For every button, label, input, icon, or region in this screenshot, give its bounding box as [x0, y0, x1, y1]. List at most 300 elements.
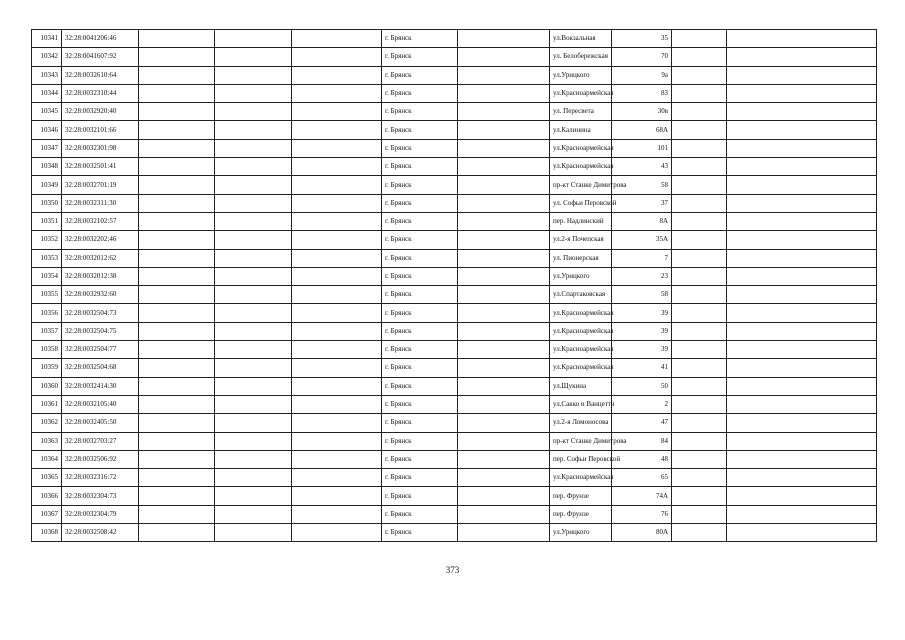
cell-empty	[139, 524, 215, 542]
cell-empty	[139, 48, 215, 66]
table-row	[32, 121, 877, 139]
cell-empty	[139, 212, 215, 230]
cell-house-number: 101	[612, 139, 672, 157]
cell-street: ул.Красноармейская	[550, 304, 612, 322]
registry-table	[31, 29, 877, 542]
cell-street: ул.Урицкого	[550, 66, 612, 84]
cell-street: ул.Красноармейская	[550, 359, 612, 377]
cell-empty	[458, 48, 550, 66]
cell-empty	[672, 139, 727, 157]
cell-row-number: 10361	[32, 395, 62, 413]
cell-city: г. Брянск	[382, 377, 458, 395]
cell-empty	[139, 322, 215, 340]
cell-street: ул.2-я Почепская	[550, 231, 612, 249]
cell-empty	[458, 395, 550, 413]
cell-cadastral-number: 32:28:0032932:60	[62, 286, 139, 304]
cell-house-number: 58	[612, 286, 672, 304]
cell-empty	[292, 103, 382, 121]
cell-empty	[292, 359, 382, 377]
cell-empty	[292, 194, 382, 212]
table-row	[32, 212, 877, 230]
cell-row-number: 10349	[32, 176, 62, 194]
cell-empty	[727, 121, 877, 139]
cell-house-number: 84	[612, 432, 672, 450]
cell-empty	[215, 158, 292, 176]
cell-empty	[727, 505, 877, 523]
cell-empty	[215, 139, 292, 157]
cell-row-number: 10350	[32, 194, 62, 212]
cell-empty	[292, 139, 382, 157]
cell-empty	[727, 487, 877, 505]
table-row	[32, 322, 877, 340]
table-row	[32, 469, 877, 487]
cell-row-number: 10364	[32, 450, 62, 468]
cell-cadastral-number: 32:28:0032316:72	[62, 469, 139, 487]
cell-street: ул.2-я Ломоносова	[550, 414, 612, 432]
cell-house-number: 39	[612, 341, 672, 359]
cell-city: г. Брянск	[382, 139, 458, 157]
cell-city: г. Брянск	[382, 450, 458, 468]
cell-empty	[727, 194, 877, 212]
cell-empty	[139, 505, 215, 523]
cell-empty	[672, 103, 727, 121]
cell-empty	[139, 176, 215, 194]
table-row	[32, 158, 877, 176]
cell-empty	[139, 121, 215, 139]
cell-empty	[215, 30, 292, 48]
cell-empty	[215, 48, 292, 66]
cell-empty	[727, 469, 877, 487]
cell-city: г. Брянск	[382, 432, 458, 450]
cell-empty	[292, 432, 382, 450]
cell-empty	[458, 66, 550, 84]
cell-empty	[672, 121, 727, 139]
cell-street: ул. Пересвета	[550, 103, 612, 121]
cell-empty	[215, 121, 292, 139]
table-row	[32, 359, 877, 377]
cell-empty	[672, 341, 727, 359]
cell-empty	[727, 84, 877, 102]
cell-cadastral-number: 32:28:0032504:77	[62, 341, 139, 359]
cell-empty	[727, 66, 877, 84]
cell-empty	[727, 158, 877, 176]
cell-empty	[292, 524, 382, 542]
cell-row-number: 10352	[32, 231, 62, 249]
cell-empty	[727, 450, 877, 468]
cell-city: г. Брянск	[382, 30, 458, 48]
cell-empty	[292, 267, 382, 285]
cell-house-number: 65	[612, 469, 672, 487]
cell-empty	[292, 84, 382, 102]
cell-empty	[139, 30, 215, 48]
table-row	[32, 341, 877, 359]
cell-house-number: 8А	[612, 212, 672, 230]
cell-empty	[458, 487, 550, 505]
cell-row-number: 10347	[32, 139, 62, 157]
cell-row-number: 10363	[32, 432, 62, 450]
cell-empty	[458, 249, 550, 267]
cell-empty	[139, 286, 215, 304]
cell-empty	[458, 103, 550, 121]
table-row	[32, 414, 877, 432]
cell-cadastral-number: 32:28:0032105:40	[62, 395, 139, 413]
cell-empty	[672, 231, 727, 249]
cell-empty	[292, 469, 382, 487]
cell-empty	[139, 84, 215, 102]
cell-empty	[215, 341, 292, 359]
cell-house-number: 50	[612, 377, 672, 395]
cell-house-number: 76	[612, 505, 672, 523]
cell-cadastral-number: 32:28:0032414:30	[62, 377, 139, 395]
cell-city: г. Брянск	[382, 231, 458, 249]
cell-empty	[215, 66, 292, 84]
table-row	[32, 176, 877, 194]
table-row	[32, 30, 877, 48]
cell-row-number: 10368	[32, 524, 62, 542]
cell-row-number: 10346	[32, 121, 62, 139]
cell-empty	[727, 286, 877, 304]
cell-empty	[458, 30, 550, 48]
table-row	[32, 505, 877, 523]
cell-empty	[215, 487, 292, 505]
cell-empty	[458, 158, 550, 176]
cell-empty	[139, 341, 215, 359]
cell-empty	[672, 524, 727, 542]
cell-city: г. Брянск	[382, 414, 458, 432]
cell-cadastral-number: 32:28:0032102:57	[62, 212, 139, 230]
cell-city: г. Брянск	[382, 121, 458, 139]
cell-empty	[292, 66, 382, 84]
table-row	[32, 432, 877, 450]
cell-cadastral-number: 32:28:0032504:75	[62, 322, 139, 340]
cell-empty	[727, 322, 877, 340]
cell-row-number: 10367	[32, 505, 62, 523]
cell-street: пер. Фрунзе	[550, 487, 612, 505]
cell-street: ул. Белобережская	[550, 48, 612, 66]
cell-empty	[139, 231, 215, 249]
cell-empty	[458, 139, 550, 157]
cell-empty	[215, 505, 292, 523]
cell-city: г. Брянск	[382, 524, 458, 542]
cell-empty	[672, 48, 727, 66]
cell-house-number: 68А	[612, 121, 672, 139]
cell-empty	[292, 30, 382, 48]
cell-empty	[139, 267, 215, 285]
cell-empty	[292, 450, 382, 468]
cell-street: ул. Пионерская	[550, 249, 612, 267]
cell-city: г. Брянск	[382, 103, 458, 121]
cell-row-number: 10341	[32, 30, 62, 48]
cell-city: г. Брянск	[382, 158, 458, 176]
cell-empty	[458, 84, 550, 102]
cell-cadastral-number: 32:28:0032701:19	[62, 176, 139, 194]
cell-empty	[458, 341, 550, 359]
cell-street: ул.Щукина	[550, 377, 612, 395]
cell-empty	[727, 30, 877, 48]
cell-cadastral-number: 32:28:0032304:73	[62, 487, 139, 505]
cell-city: г. Брянск	[382, 505, 458, 523]
cell-empty	[458, 377, 550, 395]
cell-empty	[727, 524, 877, 542]
cell-row-number: 10345	[32, 103, 62, 121]
cell-empty	[139, 139, 215, 157]
cell-empty	[672, 84, 727, 102]
cell-street: ул.Красноармейская	[550, 158, 612, 176]
cell-empty	[215, 432, 292, 450]
cell-empty	[727, 103, 877, 121]
cell-empty	[458, 231, 550, 249]
table-row	[32, 194, 877, 212]
cell-house-number: 23	[612, 267, 672, 285]
cell-city: г. Брянск	[382, 66, 458, 84]
cell-row-number: 10365	[32, 469, 62, 487]
cell-empty	[672, 505, 727, 523]
cell-empty	[727, 231, 877, 249]
cell-street: ул.Красноармейская	[550, 139, 612, 157]
cell-empty	[727, 267, 877, 285]
cell-street: ул.Сакко и Ванцетти	[550, 395, 612, 413]
cell-street: ул. Софьи Перовской	[550, 194, 612, 212]
cell-house-number: 2	[612, 395, 672, 413]
cell-city: г. Брянск	[382, 395, 458, 413]
cell-city: г. Брянск	[382, 322, 458, 340]
cell-empty	[292, 377, 382, 395]
cell-house-number: 9а	[612, 66, 672, 84]
table-row	[32, 524, 877, 542]
cell-empty	[672, 487, 727, 505]
cell-empty	[727, 414, 877, 432]
cell-house-number: 47	[612, 414, 672, 432]
cell-street: ул.Красноармейская	[550, 341, 612, 359]
table-row	[32, 249, 877, 267]
cell-row-number: 10348	[32, 158, 62, 176]
cell-empty	[458, 322, 550, 340]
cell-empty	[458, 414, 550, 432]
cell-house-number: 41	[612, 359, 672, 377]
cell-row-number: 10355	[32, 286, 62, 304]
cell-cadastral-number: 32:28:0032304:79	[62, 505, 139, 523]
cell-row-number: 10356	[32, 304, 62, 322]
cell-empty	[215, 103, 292, 121]
cell-empty	[139, 158, 215, 176]
cell-cadastral-number: 32:28:0032101:66	[62, 121, 139, 139]
cell-empty	[215, 377, 292, 395]
cell-row-number: 10353	[32, 249, 62, 267]
cell-empty	[672, 267, 727, 285]
cell-empty	[215, 231, 292, 249]
table-row	[32, 395, 877, 413]
cell-street: пер. Надлинский	[550, 212, 612, 230]
cell-row-number: 10362	[32, 414, 62, 432]
cell-empty	[672, 359, 727, 377]
cell-empty	[672, 450, 727, 468]
cell-cadastral-number: 32:28:0032504:73	[62, 304, 139, 322]
cell-empty	[727, 176, 877, 194]
cell-city: г. Брянск	[382, 469, 458, 487]
cell-cadastral-number: 32:28:0032405:50	[62, 414, 139, 432]
cell-empty	[727, 341, 877, 359]
cell-empty	[292, 249, 382, 267]
cell-street: ул.Красноармейская	[550, 469, 612, 487]
cell-city: г. Брянск	[382, 212, 458, 230]
cell-street: ул.Калинина	[550, 121, 612, 139]
cell-empty	[292, 341, 382, 359]
cell-empty	[215, 176, 292, 194]
cell-empty	[139, 487, 215, 505]
cell-cadastral-number: 32:28:0032310:44	[62, 84, 139, 102]
cell-empty	[139, 450, 215, 468]
cell-empty	[292, 231, 382, 249]
table-row	[32, 377, 877, 395]
table-row	[32, 304, 877, 322]
cell-house-number: 7	[612, 249, 672, 267]
table-row	[32, 84, 877, 102]
cell-empty	[292, 121, 382, 139]
cell-empty	[672, 286, 727, 304]
cell-empty	[727, 48, 877, 66]
cell-row-number: 10366	[32, 487, 62, 505]
table-row	[32, 139, 877, 157]
table-row	[32, 48, 877, 66]
cell-empty	[215, 469, 292, 487]
cell-city: г. Брянск	[382, 359, 458, 377]
cell-empty	[292, 212, 382, 230]
cell-empty	[139, 377, 215, 395]
cell-empty	[458, 524, 550, 542]
cell-empty	[672, 377, 727, 395]
cell-cadastral-number: 32:28:0032501:41	[62, 158, 139, 176]
cell-house-number: 37	[612, 194, 672, 212]
cell-house-number: 58	[612, 176, 672, 194]
cell-empty	[672, 249, 727, 267]
cell-empty	[458, 267, 550, 285]
table-row	[32, 487, 877, 505]
cell-empty	[215, 359, 292, 377]
cell-empty	[292, 286, 382, 304]
table-body	[32, 30, 877, 542]
cell-house-number: 80А	[612, 524, 672, 542]
cell-empty	[672, 322, 727, 340]
cell-street: ул.Урицкого	[550, 524, 612, 542]
cell-cadastral-number: 32:28:0032506:92	[62, 450, 139, 468]
cell-empty	[672, 158, 727, 176]
cell-cadastral-number: 32:28:0032504:68	[62, 359, 139, 377]
cell-empty	[139, 414, 215, 432]
cell-empty	[672, 414, 727, 432]
cell-house-number: 70	[612, 48, 672, 66]
table-row	[32, 66, 877, 84]
cell-street: ул.Урицкого	[550, 267, 612, 285]
cell-row-number: 10343	[32, 66, 62, 84]
cell-cadastral-number: 32:28:0032301:98	[62, 139, 139, 157]
cell-empty	[139, 249, 215, 267]
cell-empty	[215, 395, 292, 413]
cell-empty	[215, 194, 292, 212]
table-row	[32, 450, 877, 468]
cell-city: г. Брянск	[382, 249, 458, 267]
cell-street: пер. Фрунзе	[550, 505, 612, 523]
cell-empty	[458, 505, 550, 523]
cell-street: ул.Спартаковская	[550, 286, 612, 304]
cell-row-number: 10360	[32, 377, 62, 395]
cell-empty	[458, 432, 550, 450]
cell-empty	[292, 395, 382, 413]
table-row	[32, 103, 877, 121]
cell-house-number: 30в	[612, 103, 672, 121]
cell-empty	[458, 194, 550, 212]
cell-cadastral-number: 32:28:0032012:62	[62, 249, 139, 267]
cell-house-number: 39	[612, 304, 672, 322]
cell-row-number: 10351	[32, 212, 62, 230]
cell-empty	[215, 249, 292, 267]
cell-city: г. Брянск	[382, 304, 458, 322]
cell-empty	[672, 395, 727, 413]
cell-city: г. Брянск	[382, 267, 458, 285]
cell-empty	[139, 304, 215, 322]
cell-empty	[139, 395, 215, 413]
cell-empty	[672, 194, 727, 212]
cell-empty	[292, 322, 382, 340]
cell-empty	[672, 469, 727, 487]
cell-empty	[139, 469, 215, 487]
cell-empty	[292, 304, 382, 322]
cell-empty	[292, 487, 382, 505]
cell-cadastral-number: 32:28:0032610:64	[62, 66, 139, 84]
cell-row-number: 10358	[32, 341, 62, 359]
cell-empty	[727, 359, 877, 377]
cell-city: г. Брянск	[382, 194, 458, 212]
cell-street: ул.Вокзальная	[550, 30, 612, 48]
cell-empty	[458, 359, 550, 377]
table-row	[32, 267, 877, 285]
cell-empty	[458, 304, 550, 322]
cell-cadastral-number: 32:28:0032202:46	[62, 231, 139, 249]
cell-row-number: 10357	[32, 322, 62, 340]
cell-house-number: 74А	[612, 487, 672, 505]
cell-cadastral-number: 32:28:0041206:46	[62, 30, 139, 48]
cell-city: г. Брянск	[382, 341, 458, 359]
cell-empty	[458, 212, 550, 230]
cell-empty	[458, 286, 550, 304]
cell-empty	[458, 450, 550, 468]
table-row	[32, 231, 877, 249]
cell-city: г. Брянск	[382, 487, 458, 505]
cell-empty	[672, 432, 727, 450]
cell-empty	[139, 103, 215, 121]
cell-empty	[215, 524, 292, 542]
cell-empty	[215, 267, 292, 285]
cell-row-number: 10359	[32, 359, 62, 377]
cell-empty	[727, 395, 877, 413]
cell-empty	[292, 158, 382, 176]
cell-empty	[458, 121, 550, 139]
cell-empty	[292, 176, 382, 194]
cell-empty	[215, 450, 292, 468]
cell-house-number: 83	[612, 84, 672, 102]
cell-empty	[292, 48, 382, 66]
cell-house-number: 39	[612, 322, 672, 340]
cell-street: пер. Софьи Перовской	[550, 450, 612, 468]
cell-empty	[727, 212, 877, 230]
cell-row-number: 10342	[32, 48, 62, 66]
cell-cadastral-number: 32:28:0032012:38	[62, 267, 139, 285]
cell-empty	[215, 414, 292, 432]
cell-empty	[727, 249, 877, 267]
cell-cadastral-number: 32:28:0032703:27	[62, 432, 139, 450]
table-row	[32, 286, 877, 304]
cell-house-number: 48	[612, 450, 672, 468]
cell-empty	[727, 377, 877, 395]
